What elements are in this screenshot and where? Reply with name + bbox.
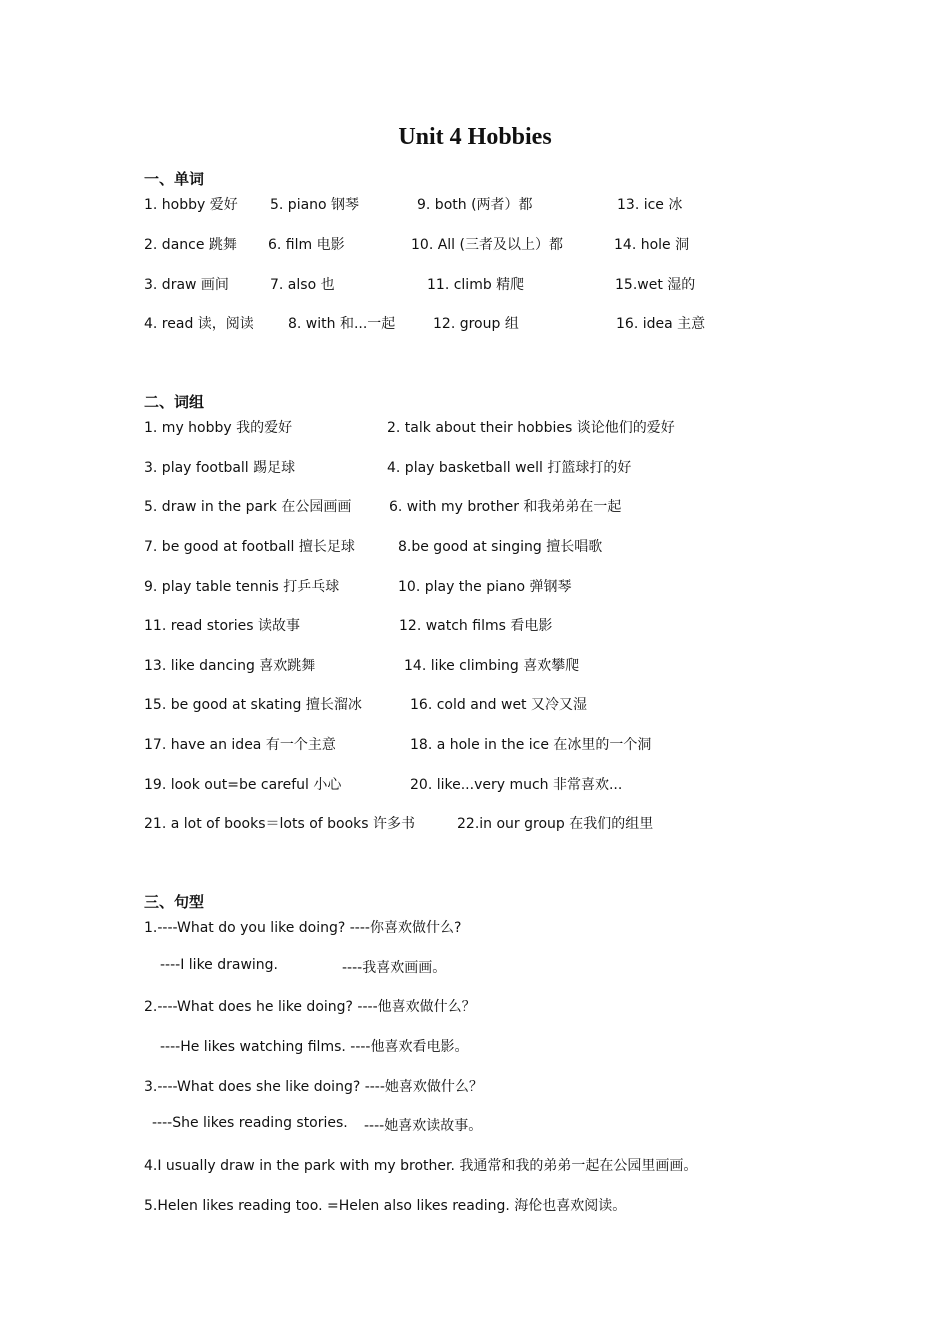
phrase-item: 14. like climbing 喜欢攀爬 (404, 658, 580, 674)
sentence-line: ----He likes watching films. ----他喜欢看电影。 (160, 1039, 469, 1055)
word-item: 4. read 读，阅读 (144, 316, 254, 332)
phrase-item: 18. a hole in the ice 在冰里的一个洞 (410, 737, 652, 753)
word-item: 7. also 也 (270, 277, 335, 293)
page-title: Unit 4 Hobbies (398, 124, 552, 150)
phrase-item: 6. with my brother 和我弟弟在一起 (389, 499, 622, 515)
word-item: 9. both (两者）都 (417, 197, 533, 213)
sentence-line: ----I like drawing. (160, 957, 279, 973)
word-item: 16. idea 主意 (616, 316, 706, 332)
sentence-line: 4.I usually draw in the park with my brother. 我通常和我的弟弟一起在公园里画画。 (144, 1158, 698, 1174)
sentence-line: 1.----What do you like doing? ----你喜欢做什么? (144, 920, 462, 936)
phrase-item: 16. cold and wet 又冷又湿 (410, 697, 587, 713)
phrase-item: 21. a lot of books＝lots of books 许多书 (144, 816, 416, 832)
phrases-heading: 二、词组 (144, 393, 205, 411)
word-item: 14. hole 洞 (614, 237, 690, 253)
phrase-item: 20. like...very much 非常喜欢... (410, 777, 623, 793)
phrase-item: 2. talk about their hobbies 谈论他们的爱好 (387, 420, 675, 436)
word-item: 1. hobby 爱好 (144, 197, 238, 213)
phrase-item: 19. look out=be careful 小心 (144, 777, 342, 793)
sentence-line: ----我喜欢画画。 (342, 960, 447, 976)
phrase-item: 3. play football 踢足球 (144, 460, 296, 476)
word-item: 11. climb 精爬 (427, 277, 525, 293)
phrase-item: 10. play the piano 弹钢琴 (398, 579, 572, 595)
phrase-item: 9. play table tennis 打乒乓球 (144, 579, 340, 595)
phrase-item: 17. have an idea 有一个主意 (144, 737, 336, 753)
word-item: 2. dance 跳舞 (144, 237, 237, 253)
word-item: 8. with 和...一起 (288, 316, 396, 332)
phrase-item: 12. watch films 看电影 (399, 618, 553, 634)
sentences-heading: 三、句型 (144, 893, 205, 911)
sentence-line: 3.----What does she like doing? ----她喜欢做什么？ (144, 1079, 483, 1095)
phrase-item: 7. be good at football 擅长足球 (144, 539, 355, 555)
phrase-item: 13. like dancing 喜欢跳舞 (144, 658, 316, 674)
sentence-line: ----She likes reading stories. (152, 1115, 348, 1131)
phrase-item: 11. read stories 读故事 (144, 618, 301, 634)
phrase-item: 22.in our group 在我们的组里 (457, 816, 654, 832)
phrase-item: 5. draw in the park 在公园画画 (144, 499, 352, 515)
sentence-line: ----她喜欢读故事。 (364, 1118, 483, 1134)
word-item: 13. ice 冰 (617, 197, 683, 213)
word-item: 15.wet 湿的 (615, 277, 696, 293)
word-item: 12. group 组 (433, 316, 519, 332)
phrase-item: 8.be good at singing 擅长唱歌 (398, 539, 603, 555)
word-item: 6. film 电影 (268, 237, 345, 253)
word-item: 5. piano 钢琴 (270, 197, 360, 213)
phrase-item: 4. play basketball well 打篮球打的好 (387, 460, 632, 476)
words-heading: 一、单词 (144, 170, 205, 188)
phrase-item: 15. be good at skating 擅长溜冰 (144, 697, 362, 713)
word-item: 10. All (三者及以上）都 (411, 237, 563, 253)
word-item: 3. draw 画间 (144, 277, 229, 293)
phrase-item: 1. my hobby 我的爱好 (144, 420, 293, 436)
sentence-line: 5.Helen likes reading too. =Helen also likes reading. 海伦也喜欢阅读。 (144, 1198, 627, 1214)
sentence-line: 2.----What does he like doing? ----他喜欢做什么？ (144, 999, 476, 1015)
